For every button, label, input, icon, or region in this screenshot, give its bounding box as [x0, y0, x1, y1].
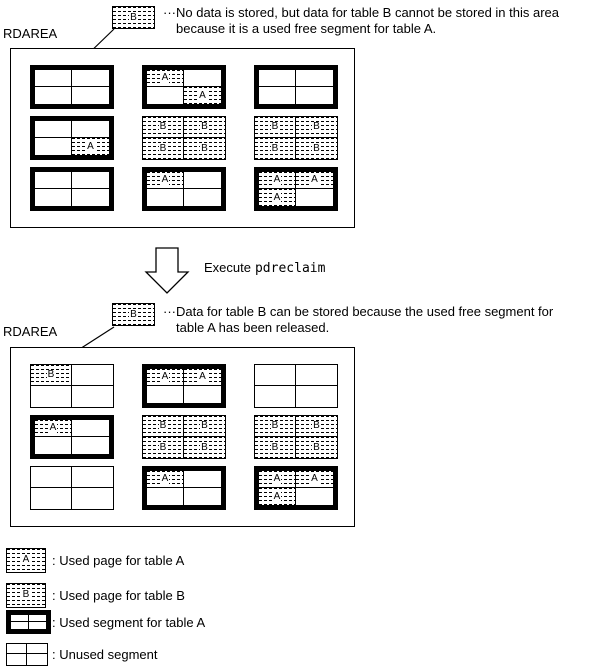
used-page-table-b: [296, 117, 337, 138]
used-segment: [30, 364, 114, 408]
used-segment-table-a: [254, 466, 338, 510]
used-segment: [142, 116, 226, 160]
page-table-letter: A: [273, 191, 281, 203]
execute-caption: [204, 260, 325, 276]
free-page: [72, 420, 109, 437]
page-table-letter: B: [201, 441, 208, 453]
free-page: [27, 644, 47, 655]
segment-grid-bottom: [11, 348, 354, 510]
page-table-letter: A: [22, 554, 30, 565]
used-page-table-a: [35, 420, 72, 437]
free-page: [184, 471, 221, 488]
used-page-table-a: [296, 471, 333, 488]
used-page-table-a: [147, 369, 184, 386]
used-page-table-b: [184, 416, 225, 437]
page-table-letter: A: [161, 473, 169, 484]
free-page: [35, 172, 72, 189]
used-page-table-b: [143, 437, 184, 458]
legend-item-used-page-a: [6, 547, 184, 573]
used-page-table-a: [147, 70, 184, 87]
unused-segment: [30, 466, 114, 510]
legend-chip-slot: [6, 643, 52, 666]
free-page: [184, 172, 221, 189]
free-page: [72, 386, 113, 407]
pdreclaim-flow-arrow: [146, 248, 188, 293]
page-table-letter: B: [201, 121, 208, 132]
legend-item-used-segment-a: [6, 609, 205, 635]
page-table-letter: A: [199, 371, 206, 382]
free-page: [296, 70, 333, 87]
legend-label: : Unused segment: [52, 646, 158, 662]
used-segment-table-a: [254, 167, 338, 211]
used-page-table-a: [147, 471, 184, 488]
free-page: [72, 172, 109, 189]
used-segment-table-a: [30, 116, 114, 160]
free-page: [184, 189, 221, 206]
free-page: [259, 87, 296, 104]
page-table-letter: B: [271, 420, 279, 431]
page-table-letter: B: [201, 420, 208, 431]
used-page-table-b: [143, 416, 184, 437]
page-table-letter: B: [159, 420, 167, 431]
free-page: [255, 365, 296, 386]
used-page-table-a: [147, 172, 184, 189]
unused-segment: [254, 364, 338, 408]
legend-label: : Used page for table B: [52, 587, 185, 603]
page-table-letter: B: [313, 441, 320, 453]
used-page-table-b: [255, 416, 296, 437]
legend-label: : Used segment for table A: [52, 614, 206, 630]
used-segment-table-a: [254, 65, 338, 109]
used-page-table-b: [143, 138, 184, 159]
used-page-table-a: [259, 189, 296, 206]
execute-caption-text: Execute: [204, 260, 251, 275]
free-page: [147, 488, 184, 505]
page-table-letter: B: [201, 142, 208, 154]
page-table-letter: A: [87, 140, 94, 152]
page-table-letter: B: [159, 142, 167, 154]
free-page: [11, 615, 29, 622]
page-table-letter: B: [130, 308, 137, 320]
free-page: [31, 488, 72, 509]
free-page: [296, 488, 333, 505]
free-page: [35, 87, 72, 104]
used-segment-table-a: [30, 65, 114, 109]
used-page-table-a: [259, 471, 296, 488]
used-page-table-b: [296, 416, 337, 437]
used-segment-table-a: [142, 167, 226, 211]
free-page: [147, 386, 184, 403]
legend-chip-slot: [6, 548, 52, 573]
free-page: [184, 488, 221, 505]
pdreclaim-command: pdreclaim: [254, 261, 326, 276]
free-page: [147, 87, 184, 104]
used-segment-table-a: [30, 167, 114, 211]
used-page-table-a: [259, 488, 296, 505]
free-page: [35, 121, 72, 138]
free-page: [259, 70, 296, 87]
free-page: [72, 437, 109, 454]
page-table-letter: A: [273, 473, 281, 484]
page-table-letter: B: [271, 121, 279, 132]
free-page: [147, 189, 184, 206]
used-page-table-b: [184, 117, 225, 138]
segment-grid-top: [11, 49, 354, 211]
legend-item-used-page-b: [6, 582, 185, 608]
used-page-table-b: [255, 138, 296, 159]
used-page-table-a: [184, 87, 221, 104]
page-table-letter: A: [311, 174, 318, 185]
annotation-line: because it is a used free segment for table A.: [176, 21, 437, 36]
free-page: [11, 622, 29, 629]
used-page-table-b: [184, 437, 225, 458]
legend-chip-slot: [6, 583, 52, 608]
used-segment: [254, 415, 338, 459]
free-page: [35, 70, 72, 87]
page-table-letter: A: [161, 72, 169, 83]
page-table-letter: B: [22, 589, 30, 600]
page-table-letter: B: [271, 142, 279, 154]
free-page: [72, 189, 109, 206]
page-table-letter: B: [313, 142, 320, 154]
free-page: [72, 121, 109, 138]
rdarea-box-top: [10, 48, 355, 228]
free-page: [29, 615, 47, 622]
free-page: [29, 622, 47, 629]
used-page-table-a: [184, 369, 221, 386]
used-page-table-a: [296, 172, 333, 189]
page-table-letter: B: [159, 121, 167, 132]
used-page-table-a: [72, 138, 109, 155]
free-page: [72, 467, 113, 488]
used-page-a-swatch: [6, 548, 46, 573]
page-table-letter: A: [161, 371, 169, 382]
used-page-table-b: [184, 138, 225, 159]
free-page: [27, 654, 47, 665]
used-page-table-b: [296, 437, 337, 458]
free-page: [296, 87, 333, 104]
free-page: [35, 138, 72, 155]
free-page: [296, 386, 337, 407]
legend-item-unused-segment: [6, 641, 158, 667]
free-page: [296, 189, 333, 206]
page-table-letter: A: [199, 89, 206, 101]
annotation-line: ···No data is stored, but data for table B cannot be stored in this area: [163, 5, 559, 20]
free-page: [31, 467, 72, 488]
annotation-top: [163, 5, 559, 37]
used-page-table-b: [31, 365, 72, 386]
page-table-letter: B: [313, 121, 320, 132]
page-table-letter: B: [130, 11, 137, 23]
rdarea-label-bottom: RDAREA: [3, 324, 58, 339]
free-page: [35, 189, 72, 206]
page-table-letter: B: [271, 441, 279, 453]
used-page-table-b: [255, 437, 296, 458]
page-table-letter: A: [49, 422, 57, 433]
annotation-bottom: [163, 304, 553, 336]
annotation-line: table A has been released.: [176, 320, 330, 335]
free-page: [31, 386, 72, 407]
used-segment-table-a: [30, 415, 114, 459]
used-segment-table-a: [142, 364, 226, 408]
free-page: [7, 654, 27, 665]
free-page: [72, 87, 109, 104]
unused-segment-swatch: [6, 643, 48, 666]
free-page: [35, 437, 72, 454]
page-table-letter: A: [161, 174, 169, 185]
free-page: [184, 70, 221, 87]
used-segment: [142, 415, 226, 459]
free-page: [296, 365, 337, 386]
free-page: [72, 70, 109, 87]
page-table-letter: A: [273, 174, 281, 185]
free-page: [7, 644, 27, 655]
used-page-table-b: [296, 138, 337, 159]
free-page: [72, 365, 113, 386]
rdarea-box-bottom: [10, 347, 355, 527]
free-page: [184, 386, 221, 403]
used-segment-table-a: [142, 65, 226, 109]
free-page: [72, 488, 113, 509]
page-table-letter: B: [159, 441, 167, 453]
legend-label: : Used page for table A: [52, 552, 185, 568]
legend-chip-slot: [6, 610, 52, 634]
page-table-letter: A: [311, 473, 318, 484]
annotation-line: ···Data for table B can be stored because the used free segment for: [163, 304, 554, 319]
used-segment-table-a: [142, 466, 226, 510]
table-b-page-chip-top: [112, 6, 155, 29]
table-b-page-chip-bottom: [112, 303, 155, 326]
used-page-b-swatch: [6, 583, 46, 608]
page-table-letter: A: [273, 490, 281, 502]
used-page-table-b: [143, 117, 184, 138]
page-table-letter: B: [313, 420, 320, 431]
used-page-table-a: [259, 172, 296, 189]
page-table-letter: B: [47, 369, 55, 380]
used-segment-a-swatch: [6, 610, 51, 634]
free-page: [255, 386, 296, 407]
used-page-table-b: [255, 117, 296, 138]
used-segment: [254, 116, 338, 160]
rdarea-label-top: RDAREA: [3, 26, 58, 41]
